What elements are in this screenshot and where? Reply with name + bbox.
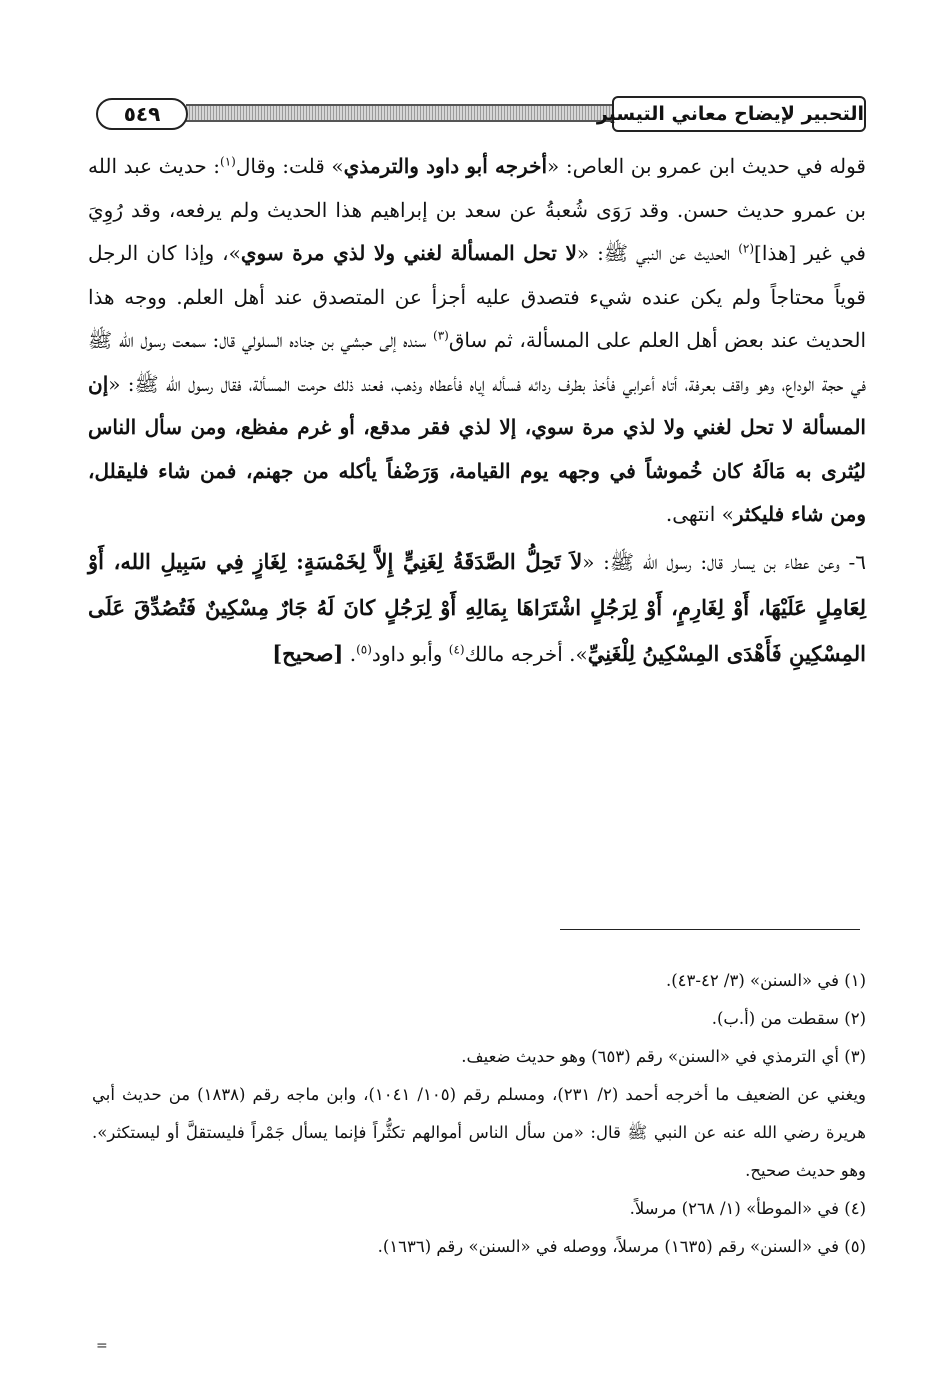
footnote-3-continued: ويغني عن الضعيف ما أخرجه أحمد (٢/ ٢٣١)، ومسلم رقم (١٠٥/ ١٠٤١)، وابن ماجه رقم (١٨٣٨) من حديث أبي هريرة رضي الله عنه عن النبي ﷺ قال: «من سأل الناس أموالهم تكثُّراً فإنما يسأل جَمْراً فليستقلَّ أو ليستكثر». وهو حديث صحيح.	[92, 1085, 866, 1180]
page-bottom-mark: =	[96, 1338, 108, 1354]
text-run: : حديث عبد الله بن عمرو حديث حسن. وقد رَوَى شُعبةُ عن سعد بن إبراهيم هذا الحديث ولم يرفعه، وقد رُوِيَ في غير [هذا]	[88, 154, 866, 265]
footnote-ref[interactable]: (٤)	[448, 641, 465, 656]
hadith-grade: [صحيح]	[272, 640, 344, 666]
running-header	[96, 96, 866, 136]
header-ornament-bar	[186, 104, 616, 122]
paragraph-commentary	[88, 145, 866, 537]
footnote-1: (١) في «السنن» (٣/ ٤٢-٤٣).	[665, 971, 866, 990]
text-run: »، وإذا كان الرجل قوياً محتاجاً ولم يكن عنده شيء فتصدق عليه أجزأ عن المتصدق عند أهل العلم. ووجه هذا الحديث عند بعض أهل العلم على المسألة، ثم ساق	[88, 241, 866, 352]
text-run: قوله في حديث ابن عمرو بن العاص: «	[547, 154, 866, 178]
hadith-quote: إن المسألة لا تحل لغني ولا لذي مرة سوي، إلا لذي فقر مدقع، أو غرم مفظع، ومن سأل الناس ليُثرى به مَالَهُ كان خُموشاً في وجهه يوم القيامة، وَرَضْفاً يأكله من جهنم، فمن شاء فليقلل، ومن شاء فليكثر	[88, 371, 866, 526]
hadith-quote: لا تحل المسألة لغني ولا لذي مرة سوي	[240, 241, 577, 265]
footnote-4: (٤) في «الموطأ» (١/ ٢٦٨) مرسلاً.	[629, 1199, 866, 1218]
footnote-3: (٣) أي الترمذي في «السنن» رقم (٦٥٣) وهو حديث ضعيف.	[461, 1047, 866, 1066]
text-run: .	[343, 641, 357, 666]
footnote-ref[interactable]: (٣)	[433, 328, 449, 343]
hadith-quote: لاَ تَحِلُّ الصَّدَقَةُ لِغَنِيٍّ إِلاَّ لِخَمْسَةٍ: لِغَازٍ فِي سَبِيلِ الله، أَوْ لِعَامِلٍ عَلَيْهَا، أَوْ لِغَارِمٍ، أَوْ لِرَجُلٍ اشْتَرَاهَا بِمَالِهِ أَوْ لِرَجُلٍ كانَ لَهُ جَارٌ مِسْكِينٌ فَتُصُدِّقَ عَلَى المِسْكِينِ فَأَهْدَى المِسْكِينُ لِلْغَنِيِّ	[88, 548, 866, 666]
text-run: الحديث عن النبي ﷺ: «	[576, 241, 739, 265]
main-text	[88, 145, 866, 677]
footnotes	[92, 962, 866, 1266]
footnote-5: (٥) في «السنن» رقم (١٦٣٥) مرسلاً، ووصله في «السنن» رقم (١٦٣٦).	[377, 1237, 866, 1256]
text-run: » انتهى.	[665, 502, 734, 526]
footnote-ref[interactable]: (٥)	[356, 641, 372, 656]
page-number: ٥٤٩	[96, 98, 188, 130]
footnote-2: (٢) سقطت من (أ.ب).	[711, 1009, 866, 1028]
text-run: ٦- وعن عطاء بن يسار قال: رسول الله ﷺ: «	[582, 549, 866, 574]
text-run: » قلت: وقال	[235, 154, 344, 178]
footnote-ref[interactable]: (٢)	[738, 241, 755, 256]
text-run: ». أخرجه مالك	[464, 641, 588, 666]
footnote-separator	[560, 929, 860, 930]
book-title: التحبير لإيضاح معاني التيسير	[612, 96, 866, 132]
footnote-ref[interactable]: (١)	[220, 154, 236, 169]
text-run: وأبو داود	[371, 641, 449, 666]
paragraph-hadith-6	[88, 539, 866, 677]
text-run: سنده إلى حبشي بن جناده السلولي قال: سمعت رسول الله ﷺ في حجة الوداع، وهو واقف بعرفة، أتاه أعرابي فأخذ بطرف ردائه فسأله إياه فأعطاه وذهب، فعند ذلك حرمت المسألة، فقال رسول الله ﷺ: «	[88, 328, 866, 396]
hadith-quote: أخرجه أبو داود والترمذي	[343, 154, 548, 178]
